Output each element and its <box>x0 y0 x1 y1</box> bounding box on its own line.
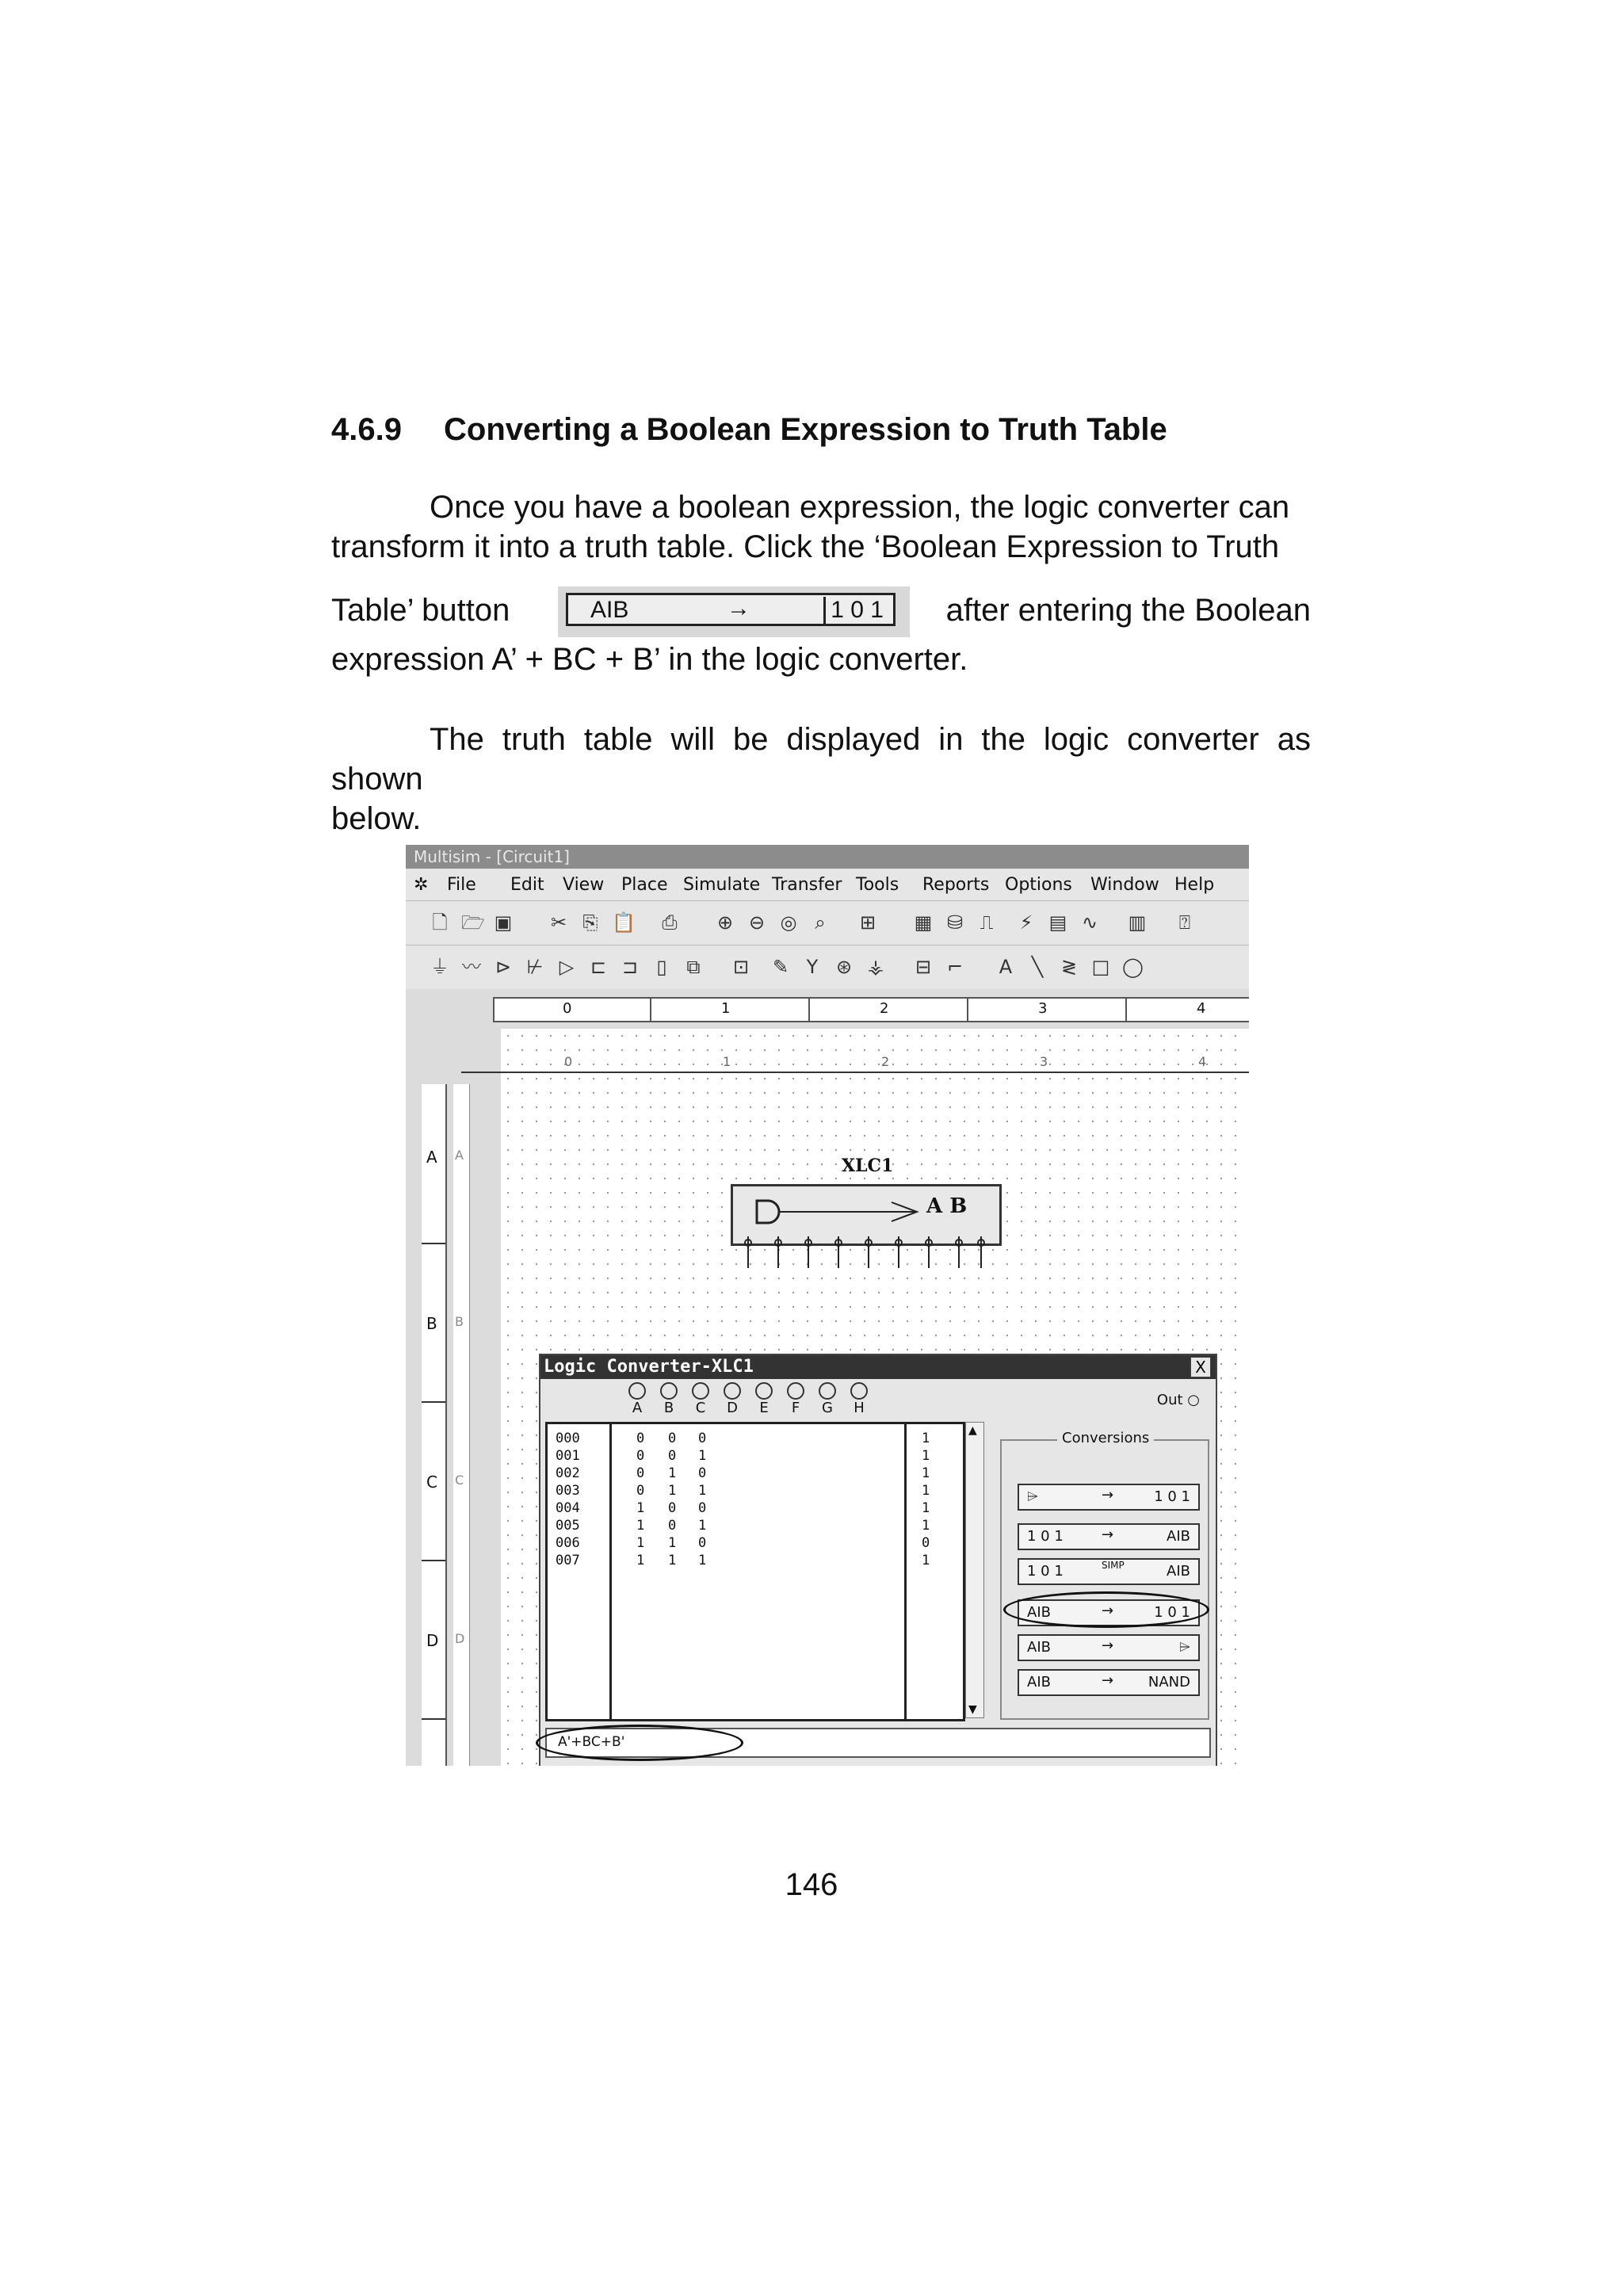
truth-table-cell-index: 004 <box>556 1500 580 1516</box>
ttl-icon[interactable]: ⊏ <box>590 956 607 978</box>
menu-reports[interactable]: Reports <box>922 875 990 895</box>
truth-table-cell-index: 001 <box>556 1448 580 1464</box>
button-left-label: AIB <box>1027 1674 1051 1690</box>
antenna-icon[interactable]: Y <box>806 956 819 978</box>
ruler-row-label: B <box>426 1314 437 1333</box>
truth-table[interactable] <box>545 1422 965 1721</box>
truth-table-cell-b: 0 <box>668 1518 677 1534</box>
paragraph-2 <box>331 720 1311 839</box>
p1-line3 <box>331 586 1311 634</box>
gate-arrow-icon <box>733 1186 923 1242</box>
menu-edit[interactable]: Edit <box>510 875 544 895</box>
gate-icon: ⌲ <box>1027 1488 1039 1505</box>
menu-view[interactable]: View <box>563 875 605 895</box>
indicator-icon[interactable]: ⊡ <box>732 956 750 978</box>
page-number: 146 <box>785 1867 838 1902</box>
variable-label: B <box>663 1400 674 1416</box>
truth-table-cell-index: 007 <box>556 1553 580 1568</box>
menu-window[interactable]: Window <box>1090 875 1159 895</box>
expression-to-nand-button[interactable] <box>1018 1669 1200 1696</box>
logic-converter-component[interactable] <box>731 1156 992 1249</box>
truth-table-cell-out: 1 <box>922 1553 930 1568</box>
ruler-tick: 2 <box>881 1054 890 1069</box>
ruler-tick: 3 <box>1038 1000 1048 1017</box>
truth-table-cell-index: 000 <box>556 1431 580 1446</box>
truth-table-cell-index: 006 <box>556 1535 580 1551</box>
p1-line3-right: after entering the Boolean <box>945 593 1311 628</box>
spreadsheet-icon[interactable]: ▦ <box>914 911 933 934</box>
variable-label: E <box>759 1400 769 1416</box>
sheet-border-left <box>453 1084 470 1766</box>
menu-file[interactable]: File <box>447 875 476 895</box>
inline-btn-left: AIB <box>590 597 629 623</box>
scroll-down-icon[interactable]: ▼ <box>968 1703 977 1716</box>
variable-a[interactable] <box>626 1382 648 1416</box>
multisim-screenshot <box>406 845 1249 1766</box>
close-icon[interactable]: X <box>1190 1357 1211 1377</box>
arrow-icon: → <box>1102 1487 1114 1503</box>
menu-help[interactable]: Help <box>1174 875 1215 895</box>
highlight-oval <box>536 1725 743 1761</box>
ruler-tick: 3 <box>1040 1054 1048 1069</box>
mixed-icon[interactable]: ⧉ <box>686 956 701 978</box>
open-folder-icon[interactable]: 🗁 <box>461 911 485 934</box>
truth-table-cell-out: 1 <box>922 1448 930 1464</box>
ruler-row-label: B <box>455 1314 464 1329</box>
truth-table-to-simplified-expression-button[interactable] <box>1018 1558 1200 1585</box>
ruler-tick: 1 <box>723 1054 731 1069</box>
save-icon[interactable]: ▣ <box>494 911 513 934</box>
truth-table-cell-index: 005 <box>556 1518 580 1534</box>
ruler-tick: 2 <box>880 1000 889 1017</box>
truth-table-cell-a: 0 <box>636 1483 645 1499</box>
button-left-label: 1 0 1 <box>1027 1528 1064 1545</box>
button-right-label: AIB <box>1167 1563 1190 1580</box>
truth-table-cell-b: 0 <box>668 1500 677 1516</box>
truth-table-cell-b: 0 <box>668 1448 677 1464</box>
ruler-tick: 4 <box>1197 1000 1206 1017</box>
truth-table-cell-out: 1 <box>922 1500 930 1516</box>
hierarchy-icon[interactable]: ⊞ <box>859 911 876 934</box>
expression-input[interactable] <box>545 1728 1211 1758</box>
truth-table-to-expression-button[interactable] <box>1018 1523 1200 1550</box>
button-right-label: 1 0 1 <box>1154 1604 1190 1621</box>
arrow-icon: → <box>727 595 750 621</box>
variable-label: F <box>791 1400 800 1416</box>
text-icon[interactable]: A <box>999 956 1013 978</box>
p1-line2: transform it into a truth table. Click the ‘Boolean Expression to Truth <box>331 529 1280 564</box>
truth-table-cell-out: 0 <box>922 1535 930 1551</box>
truth-table-cell-c: 1 <box>698 1518 707 1534</box>
section-number: 4.6.9 <box>331 412 402 447</box>
analog-icon[interactable]: ▷ <box>559 956 575 978</box>
truth-table-cell-b: 1 <box>668 1535 677 1551</box>
circuit-to-truth-table-button[interactable] <box>1018 1484 1200 1511</box>
variable-label: G <box>822 1400 833 1416</box>
source-icon[interactable]: ⏚ <box>430 956 449 978</box>
zoom-out-icon[interactable]: ⊖ <box>748 911 766 934</box>
zoom-area-icon[interactable]: ◎ <box>780 911 797 934</box>
arrow-icon: → <box>1102 1603 1114 1619</box>
variable-h[interactable] <box>848 1382 870 1416</box>
component-pins <box>731 1236 1000 1276</box>
grapher-icon[interactable]: ▤ <box>1048 911 1067 934</box>
left-ruler <box>422 1084 447 1766</box>
zoom-fit-icon[interactable]: ⌕ <box>815 911 826 934</box>
menu-place[interactable]: Place <box>621 875 668 895</box>
button-left-label: 1 0 1 <box>1027 1563 1064 1580</box>
menu-tools[interactable]: Tools <box>856 875 899 895</box>
p1-line4: expression A’ + BC + B’ in the logic converter. <box>331 642 968 677</box>
ruler-tick: 0 <box>563 1000 572 1017</box>
menu-bar <box>406 869 1249 900</box>
truth-table-cell-a: 1 <box>636 1518 645 1534</box>
inline-btn-right: 1 0 1 <box>823 597 884 624</box>
truth-table-cell-a: 0 <box>636 1448 645 1464</box>
variable-f[interactable] <box>785 1382 807 1416</box>
arrow-icon: → <box>1102 1637 1114 1654</box>
components-toolbar <box>406 945 1249 990</box>
schematic-workspace <box>406 989 1249 1766</box>
truth-table-cell-c: 0 <box>698 1431 707 1446</box>
menu-transfer[interactable]: Transfer <box>772 875 842 895</box>
truth-table-cell-out: 1 <box>922 1465 930 1481</box>
electrical-rules-icon[interactable]: ⚡ <box>1019 911 1033 934</box>
component-output: A B <box>926 1194 968 1218</box>
variable-label: H <box>854 1400 865 1416</box>
p2-line2: below. <box>331 801 422 836</box>
button-right-label: 1 0 1 <box>1154 1488 1190 1505</box>
ruler-tick: 0 <box>564 1054 573 1069</box>
help-icon[interactable]: ⍰ <box>1178 911 1191 934</box>
truth-table-cell-b: 1 <box>668 1465 677 1481</box>
truth-table-cell-index: 003 <box>556 1483 580 1499</box>
variable-e[interactable] <box>753 1382 775 1416</box>
bool-to-truth-table-button-image <box>558 586 910 637</box>
truth-table-cell-b: 0 <box>668 1431 677 1446</box>
hierarchical-block-icon[interactable]: ⊟ <box>915 956 932 978</box>
copy-icon[interactable]: ⎘ <box>582 911 598 934</box>
misc-icon[interactable]: ✎ <box>772 956 789 978</box>
rectangle-icon[interactable]: □ <box>1091 956 1110 978</box>
truth-table-scrollbar[interactable] <box>965 1422 984 1718</box>
truth-table-cell-a: 1 <box>636 1553 645 1568</box>
out-label: Out <box>1156 1392 1183 1408</box>
paste-icon[interactable]: 📋 <box>612 911 636 934</box>
database-icon[interactable]: ⛁ <box>946 911 964 934</box>
logic-converter-window <box>539 1354 1217 1766</box>
truth-table-cell-a: 0 <box>636 1431 645 1446</box>
ruler-tick: 4 <box>1198 1054 1207 1069</box>
ruler-row-label: D <box>455 1631 465 1646</box>
variable-label: A <box>632 1400 643 1416</box>
variable-c[interactable] <box>689 1382 712 1416</box>
electromech-icon[interactable]: ⊛ <box>835 956 853 978</box>
truth-table-cell-a: 1 <box>636 1535 645 1551</box>
truth-table-cell-a: 0 <box>636 1465 645 1481</box>
ruler-row-label: C <box>426 1473 437 1492</box>
sheet-border-ruler <box>461 1054 1249 1073</box>
paragraph-1 <box>331 487 1311 567</box>
polyline-icon[interactable]: ≷ <box>1060 956 1078 978</box>
truth-table-cell-b: 1 <box>668 1553 677 1568</box>
window-title: Multisim - [Circuit1] <box>406 845 1249 869</box>
truth-table-cell-c: 1 <box>698 1553 707 1568</box>
print-icon[interactable]: ⎙ <box>662 911 678 934</box>
menu-simulate[interactable]: Simulate <box>683 875 761 895</box>
section-title: Converting a Boolean Expression to Truth Table <box>444 412 1167 447</box>
truth-table-cell-a: 1 <box>636 1500 645 1516</box>
component-icon[interactable]: ⎍ <box>980 911 994 934</box>
zoom-in-icon[interactable]: ⊕ <box>716 911 734 934</box>
variable-label: D <box>727 1400 738 1416</box>
bus-icon[interactable]: ⌐ <box>946 956 964 978</box>
gate-icon: ⌲ <box>1178 1639 1190 1656</box>
ruler-row-label: A <box>455 1148 464 1163</box>
section-heading <box>331 412 1311 448</box>
truth-table-cell-index: 002 <box>556 1465 580 1481</box>
misc-digital-icon[interactable]: ▯ <box>656 956 667 978</box>
truth-table-cell-c: 0 <box>698 1535 707 1551</box>
highlight-oval <box>1003 1591 1209 1628</box>
expression-to-circuit-button[interactable] <box>1018 1634 1200 1661</box>
conversions-label: Conversions <box>1057 1430 1154 1446</box>
truth-table-cell-c: 1 <box>698 1448 707 1464</box>
p1-line3-left: Table’ button <box>331 593 510 628</box>
ruler-row-label: C <box>455 1473 464 1488</box>
rf-icon[interactable]: ⚶ <box>867 956 884 978</box>
line-icon[interactable]: ╲ <box>1031 956 1044 978</box>
truth-table-cell-c: 0 <box>698 1465 707 1481</box>
truth-table-cell-out: 1 <box>922 1483 930 1499</box>
scroll-up-icon[interactable]: ▲ <box>968 1424 977 1437</box>
button-right-label: NAND <box>1148 1674 1190 1690</box>
variable-g[interactable] <box>816 1382 838 1416</box>
variable-label: C <box>695 1400 706 1416</box>
diode-icon[interactable]: ⊳ <box>495 956 512 978</box>
top-ruler <box>493 997 1249 1022</box>
button-left-label: AIB <box>1027 1639 1051 1656</box>
truth-table-cell-b: 1 <box>668 1483 677 1499</box>
postprocessor-icon[interactable]: ▥ <box>1128 911 1147 934</box>
button-right-label: AIB <box>1167 1528 1190 1545</box>
variable-d[interactable] <box>721 1382 743 1416</box>
new-file-icon[interactable]: 🗋 <box>432 911 448 934</box>
p1-line1: Once you have a boolean expression, the logic converter can <box>430 490 1290 525</box>
arrow-icon: → <box>1102 1526 1114 1543</box>
arrow-icon: → <box>1102 1672 1114 1689</box>
component-label: XLC1 <box>842 1156 894 1176</box>
truth-table-cell-c: 0 <box>698 1500 707 1516</box>
logic-converter-title: Logic Converter-XLC1 <box>540 1355 1216 1379</box>
ruler-tick: 1 <box>721 1000 731 1017</box>
conversions-group <box>1000 1430 1209 1720</box>
truth-table-cell-c: 1 <box>698 1483 707 1499</box>
variable-b[interactable] <box>658 1382 680 1416</box>
main-toolbar <box>406 900 1249 946</box>
truth-table-cell-out: 1 <box>922 1518 930 1534</box>
ellipse-icon[interactable]: ◯ <box>1122 956 1144 978</box>
button-left-label: AIB <box>1027 1604 1051 1621</box>
expression-value: A'+BC+B' <box>558 1734 625 1750</box>
ruler-row-label: D <box>426 1631 439 1650</box>
analysis-icon[interactable]: ∿ <box>1081 911 1098 934</box>
transistor-icon[interactable]: ⊬ <box>526 956 544 978</box>
p2-line1: The truth table will be displayed in the logic converter as shown <box>331 722 1311 797</box>
resistor-icon[interactable]: 〰 <box>462 956 481 978</box>
cut-icon[interactable]: ✂ <box>550 911 567 934</box>
menu-options[interactable]: Options <box>1005 875 1072 895</box>
ruler-row-label: A <box>426 1148 437 1167</box>
cmos-icon[interactable]: ⊐ <box>621 956 639 978</box>
truth-table-cell-out: 1 <box>922 1431 930 1446</box>
out-indicator: Out ○ <box>1156 1392 1200 1408</box>
app-icon: ✲ <box>414 875 429 895</box>
simp-label: SIMP <box>1102 1560 1125 1571</box>
